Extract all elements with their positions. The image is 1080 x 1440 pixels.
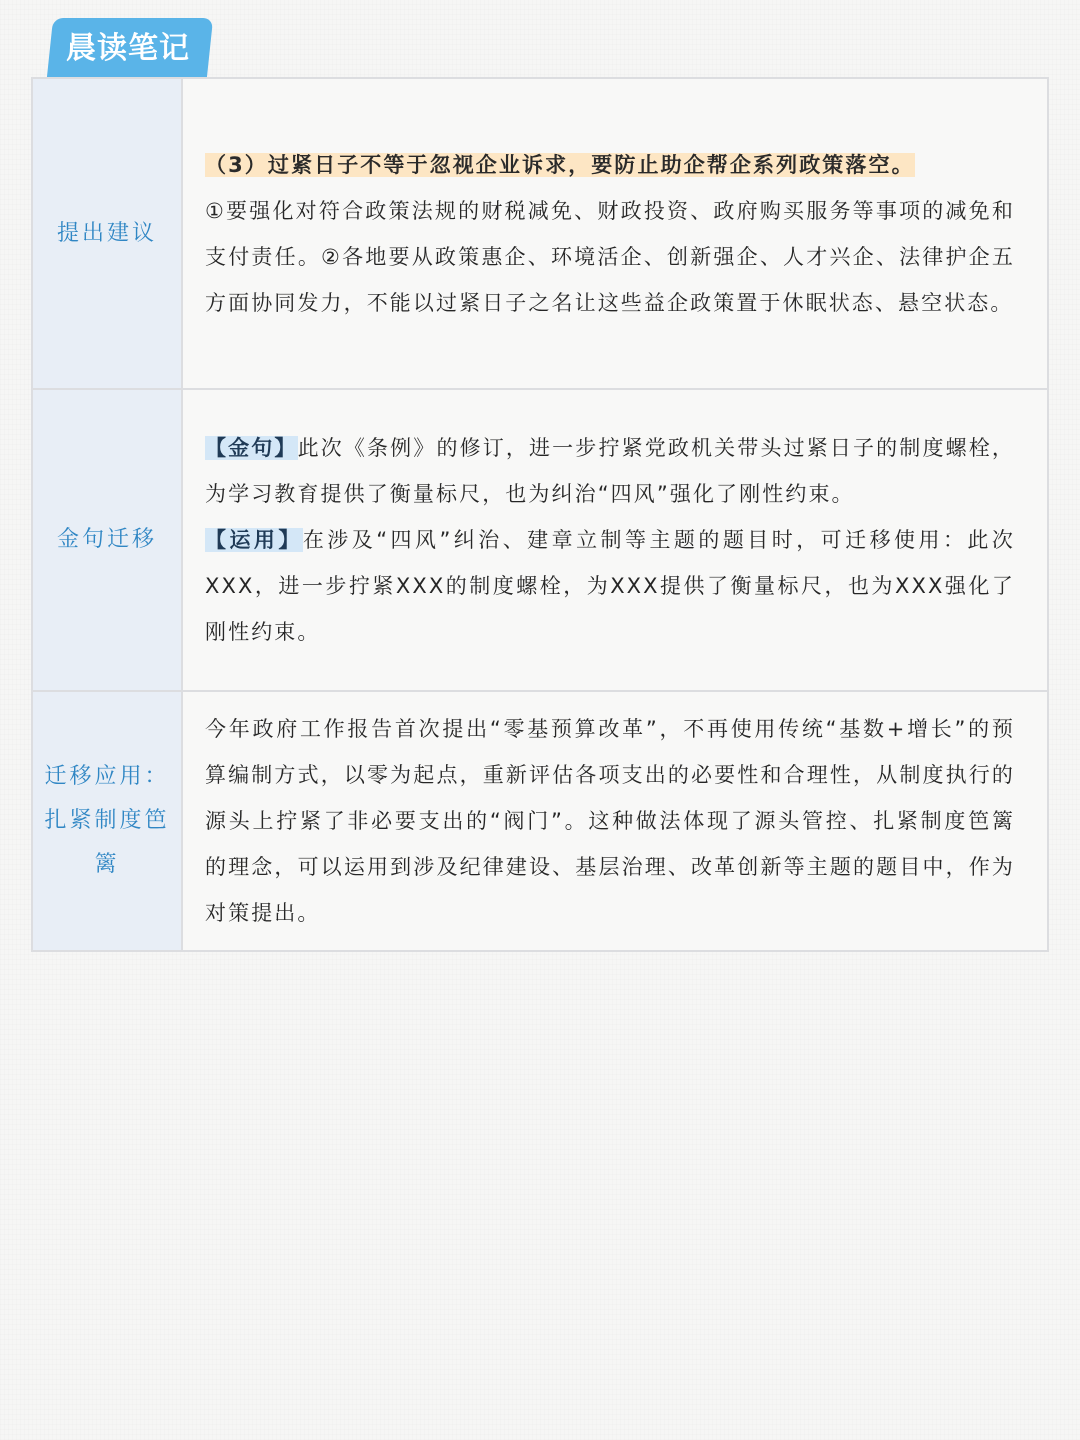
row-label-cell — [32, 389, 182, 691]
row-content-cell — [182, 78, 1048, 389]
table-row-suggestion — [32, 78, 1048, 389]
page-title: 晨读笔记 — [66, 31, 190, 66]
notes-table — [31, 77, 1049, 952]
row-label: 金句迁移 — [56, 527, 157, 552]
row-content-cell — [182, 691, 1048, 951]
suggestion-heading: （3）过紧日子不等于忽视企业诉求，要防止助企帮企系列政策落空。 — [205, 152, 915, 177]
row-label: 提出建议 — [56, 220, 157, 246]
golden-quote-tag: 【金句】 — [205, 436, 298, 460]
suggestion-body: ①要强化对符合政策法规的财税减免、财政投资、政府购买服务等事项的减免和支付责任。②各地要从政策惠企、环境活企、创新强企、人才兴企、法律护企五方面协同发力，不能以过紧日子之名让这些益企政策置于休眠状态、悬空状态。 — [205, 198, 1015, 315]
golden-quote-text: 此次《条例》的修订，进一步拧紧党政机关带头过紧日子的制度螺栓，为学习教育提供了衡量标尺，也为纠治“四风”强化了刚性约束。 — [205, 436, 1015, 506]
golden-quote-paragraph — [205, 425, 1015, 517]
usage-tag: 【运用】 — [205, 528, 303, 552]
usage-paragraph — [205, 517, 1015, 655]
row-label-cell — [32, 691, 182, 951]
table-row-quote-transfer — [32, 389, 1048, 691]
table-row-application — [32, 691, 1048, 951]
suggestion-heading-paragraph — [205, 142, 1015, 188]
application-body: 今年政府工作报告首次提出“零基预算改革”，不再使用传统“基数+增长”的预算编制方式，以零为起点，重新评估各项支出的必要性和合理性，从制度执行的源头上拧紧了非必要支出的“阀门”。这种做法体现了源头管控、扎紧制度笆篱的理念，可以运用到涉及纪律建设、基层治理、改革创新等主题的题目中，作为对策提出。 — [205, 717, 1015, 925]
row-label-cell — [32, 78, 182, 389]
usage-text: 在涉及“四风”纠治、建章立制等主题的题目时，可迁移使用：此次XXX，进一步拧紧XXX的制度螺栓，为XXX提供了衡量标尺，也为XXX强化了刚性约束。 — [205, 528, 1015, 644]
row-content-cell — [182, 389, 1048, 691]
row-label: 迁移应用：扎紧制度笆篱 — [44, 764, 170, 877]
